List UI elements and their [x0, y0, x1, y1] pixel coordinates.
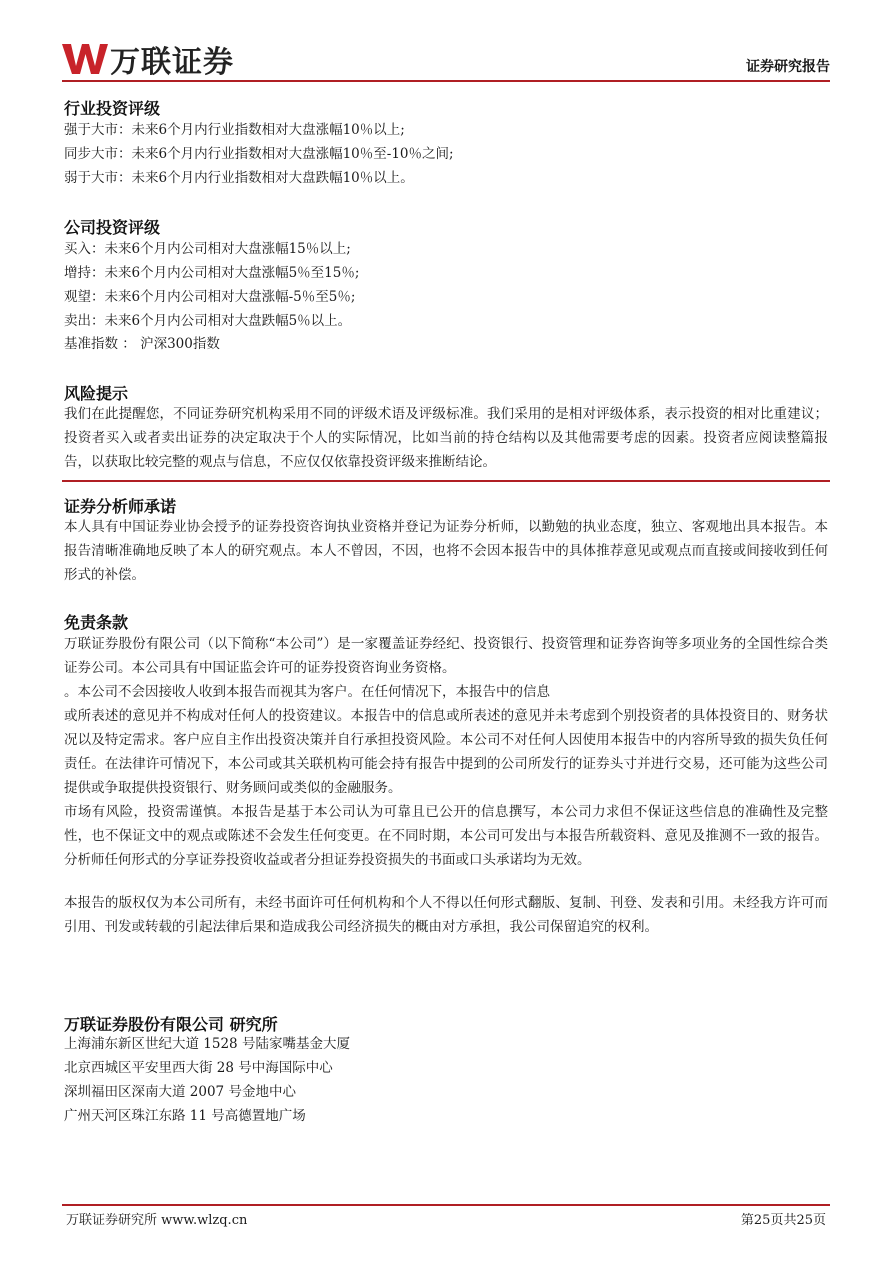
page-number: 第25页共25页 [740, 1213, 826, 1228]
disclaimer-paragraph: 本报告的版权仅为本公司所有，未经书面许可任何机构和个人不得以任何形式翻版、复制、刊登、发表和引用。未经我方许可而引用、刊发或转载的引起法律后果和造成我公司经济损失的概由对方承担，我公司保留追究的权利。 [64, 895, 828, 935]
disclaimer-title: 免责条款 [64, 613, 129, 632]
analyst-title: 证券分析师承诺 [64, 497, 177, 516]
address-line: 深圳福田区深南大道 2007 号金地中心 [64, 1084, 296, 1100]
report-type-label: 证券研究报告 [746, 59, 830, 75]
wanlian-logo-icon [62, 42, 108, 76]
disclaimer-paragraph: 或所表述的意见并不构成对任何人的投资建议。本报告中的信息或所表述的意见并未考虑到个别投资者的具体投资目的、财务状况以及特定需求。客户应自主作出投资决策并自行承担投资风险。本公司不对任何人因使用本报告中的内容所导致的损失负任何责任。在法律许可情况下，本公司或其关联机构可能会持有报告中提到的公司所发行的证券头寸并进行交易，还可能为这些公司提供或争取提供投资银行、财务顾问或类似的金融服务。 [64, 708, 828, 796]
industry-rating-line: 同步大市：未来6个月内行业指数相对大盘涨幅10％至-10％之间; [64, 146, 454, 162]
disclaimer-paragraph: 万联证券股份有限公司（以下简称“本公司”）是一家覆盖证券经纪、投资银行、投资管理和证券咨询等多项业务的全国性综合类证券公司。本公司具有中国证监会许可的证券投资咨询业务资格。 [64, 636, 828, 676]
risk-title: 风险提示 [64, 384, 129, 403]
company-logo [62, 40, 234, 78]
company-rating-title: 公司投资评级 [64, 218, 161, 237]
address-line: 上海浦东新区世纪大道 1528 号陆家嘴基金大厦 [64, 1036, 350, 1052]
risk-text: 我们在此提醒您，不同证券研究机构采用不同的评级术语及评级标准。我们采用的是相对评级体系，表示投资的相对比重建议；投资者买入或者卖出证券的决定取决于个人的实际情况，比如当前的持仓结构以及其他需要考虑的因素。投资者应阅读整篇报告，以获取比较完整的观点与信息，不应仅仅依靠投资评级来推断结论。 [64, 406, 828, 470]
page-header [62, 36, 830, 82]
footer-source: 万联证券研究所 www.wlzq.cn [66, 1213, 248, 1228]
analyst-text: 本人具有中国证券业协会授予的证券投资咨询执业资格并登记为证券分析师，以勤勉的执业态度，独立、客观地出具本报告。本报告清晰准确地反映了本人的研究观点。本人不曾因，不因，也将不会因本报告中的具体推荐意见或观点而直接或间接收到任何形式的补偿。 [64, 519, 828, 583]
logo-text: 万联证券 [110, 45, 234, 80]
disclaimer-paragraph: 。本公司不会因接收人收到本报告而视其为客户。在任何情况下，本报告中的信息 [64, 684, 550, 700]
company-rating-line: 增持：未来6个月内公司相对大盘涨幅5％至15％; [64, 265, 360, 281]
industry-rating-title: 行业投资评级 [64, 99, 161, 118]
industry-rating-line: 弱于大市：未来6个月内行业指数相对大盘跌幅10％以上。 [64, 170, 414, 186]
company-rating-line: 买入：未来6个月内公司相对大盘涨幅15％以上; [64, 241, 351, 257]
address-line: 广州天河区珠江东路 11 号高德置地广场 [64, 1108, 306, 1124]
address-line: 北京西城区平安里西大街 28 号中海国际中心 [64, 1060, 333, 1076]
company-research-title: 万联证券股份有限公司 研究所 [64, 1015, 278, 1034]
section-divider [62, 480, 830, 482]
industry-rating-line: 强于大市：未来6个月内行业指数相对大盘涨幅10％以上; [64, 122, 405, 138]
company-rating-line: 卖出：未来6个月内公司相对大盘跌幅5％以上。 [64, 313, 352, 329]
header-rule [62, 80, 830, 82]
disclaimer-paragraph: 市场有风险，投资需谨慎。本报告是基于本公司认为可靠且已公开的信息撰写，本公司力求但不保证这些信息的准确性及完整性，也不保证文中的观点或陈述不会发生任何变更。在不同时期，本公司可发出与本报告所载资料、意见及推测不一致的报告。分析师任何形式的分享证券投资收益或者分担证券投资损失的书面或口头承诺均为无效。 [64, 804, 828, 868]
footer-rule [62, 1204, 830, 1206]
company-rating-line: 观望：未来6个月内公司相对大盘涨幅-5％至5％; [64, 289, 356, 305]
benchmark-index-line: 基准指数 ： 沪深300指数 [64, 336, 220, 352]
